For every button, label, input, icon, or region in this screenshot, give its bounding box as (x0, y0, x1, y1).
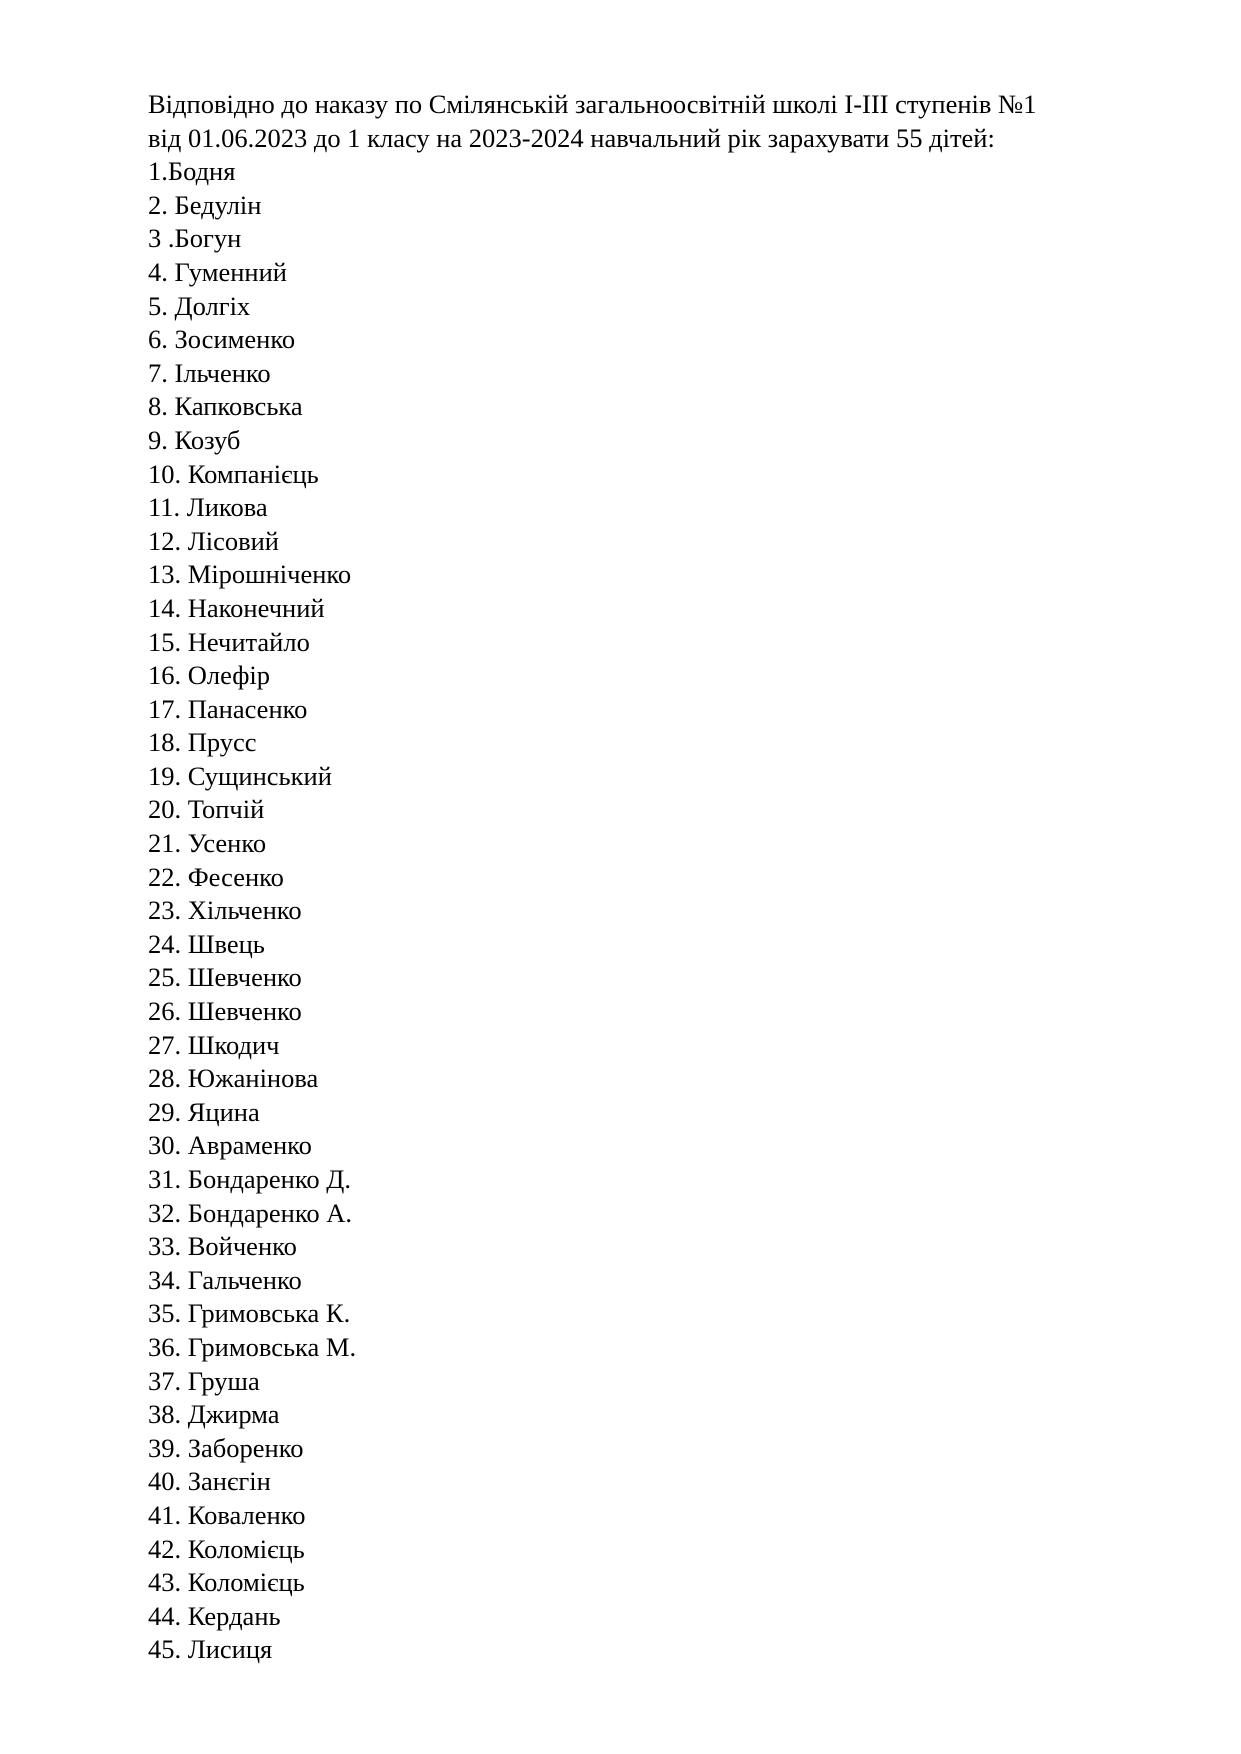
list-item: 25. Шевченко (148, 962, 302, 993)
student-list (148, 155, 1148, 1667)
list-item: 11. Ликова (148, 492, 268, 523)
list-item: 12. Лісовий (148, 525, 279, 556)
list-item: 2. Бедулін (148, 189, 262, 220)
list-item: 37. Груша (148, 1365, 260, 1396)
list-item: 33. Войченко (148, 1231, 297, 1262)
list-item: 5. Долгіх (148, 290, 251, 321)
list-item: 22. Фесенко (148, 861, 284, 892)
list-item: 7. Ільченко (148, 357, 271, 388)
list-item: 26. Шевченко (148, 996, 302, 1027)
list-item: 29. Яцина (148, 1096, 260, 1127)
list-item: 15. Нечитайло (148, 626, 310, 657)
list-item: 10. Компанієць (148, 458, 319, 489)
list-item: 34. Гальченко (148, 1264, 302, 1295)
list-item: 28. Южанінова (148, 1063, 319, 1094)
list-item: 24. Швець (148, 928, 265, 959)
list-item: 21. Усенко (148, 828, 267, 859)
intro-line: Відповідно до наказу по Смілянській загальноосвітній школі І-ІІІ ступенів №1 (148, 89, 1037, 119)
list-item: 23. Хільченко (148, 895, 302, 926)
list-item: 20. Топчій (148, 794, 265, 825)
intro-paragraph (148, 88, 1148, 155)
intro-line: від 01.06.2023 до 1 класу на 2023-2024 навчальний рік зарахувати 55 дітей: (148, 122, 995, 153)
list-item: 9. Козуб (148, 424, 241, 455)
list-item: 45. Лисиця (148, 1634, 273, 1665)
document-body (148, 88, 1148, 1667)
list-item: 13. Мірошніченко (148, 559, 352, 590)
list-item: 30. Авраменко (148, 1130, 312, 1161)
list-item: 43. Коломієць (148, 1567, 305, 1598)
list-item: 41. Коваленко (148, 1499, 306, 1530)
list-item: 32. Бондаренко А. (148, 1197, 353, 1228)
list-item: 40. Занєгін (148, 1466, 271, 1497)
list-item: 8. Капковська (148, 391, 303, 422)
list-item: 4. Гуменний (148, 256, 287, 287)
list-item: 42. Коломієць (148, 1533, 305, 1564)
list-item: 3 .Богун (148, 223, 242, 254)
list-item: 1.Бодня (148, 156, 236, 187)
list-item: 31. Бондаренко Д. (148, 1164, 351, 1194)
list-item: 6. Зосименко (148, 324, 296, 355)
list-item: 39. Заборенко (148, 1432, 304, 1463)
list-item: 35. Гримовська К. (148, 1298, 351, 1329)
list-item: 36. Гримовська М. (148, 1331, 357, 1362)
list-item: 16. Олефір (148, 660, 270, 691)
list-item: 18. Прусс (148, 727, 257, 758)
list-item: 38. Джирма (148, 1399, 280, 1430)
list-item: 27. Шкодич (148, 1029, 280, 1060)
list-item: 44. Кердань (148, 1600, 281, 1631)
list-item: 14. Наконечний (148, 592, 325, 623)
list-item: 19. Сущинський (148, 760, 332, 791)
list-item: 17. Панасенко (148, 693, 308, 724)
